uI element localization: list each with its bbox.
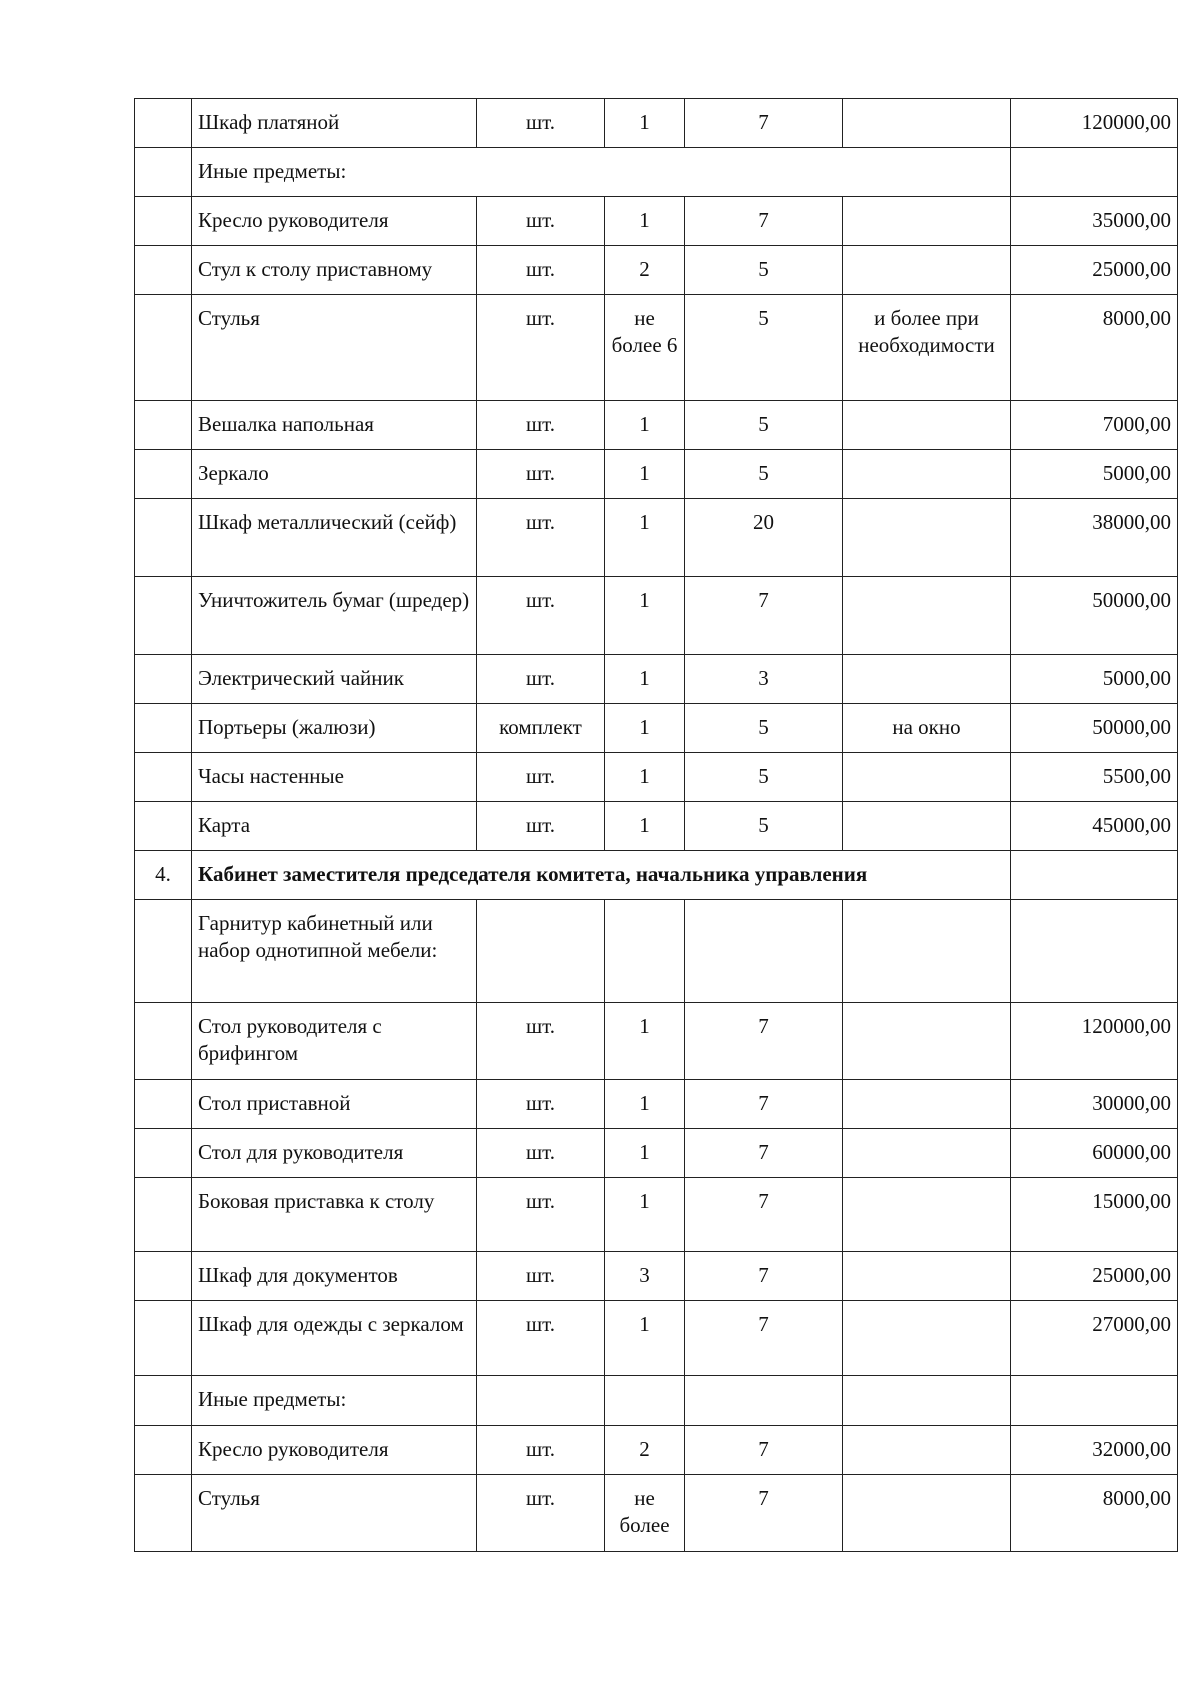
price-cell: 5000,00 <box>1011 655 1178 704</box>
quantity-cell: не более <box>605 1475 685 1552</box>
quantity-cell <box>605 900 685 1003</box>
table-row <box>135 1129 1178 1178</box>
price-cell: 15000,00 <box>1011 1178 1178 1252</box>
row-number <box>135 1178 192 1252</box>
table-row <box>135 577 1178 655</box>
price-cell <box>1011 148 1178 197</box>
table-row <box>135 499 1178 577</box>
service-life-cell: 5 <box>685 704 843 753</box>
price-cell: 25000,00 <box>1011 1252 1178 1301</box>
unit-cell: шт. <box>477 499 605 577</box>
unit-cell: шт. <box>477 1178 605 1252</box>
table-row <box>135 246 1178 295</box>
unit-cell: шт. <box>477 1252 605 1301</box>
service-life-cell: 20 <box>685 499 843 577</box>
service-life-cell: 5 <box>685 401 843 450</box>
table-body <box>135 99 1178 1552</box>
service-life-cell: 7 <box>685 1080 843 1129</box>
unit-cell <box>477 1376 605 1426</box>
price-cell <box>1011 851 1178 900</box>
service-life-cell: 5 <box>685 802 843 851</box>
unit-cell: шт. <box>477 246 605 295</box>
row-number <box>135 900 192 1003</box>
row-number <box>135 802 192 851</box>
row-number <box>135 753 192 802</box>
quantity-cell: 1 <box>605 1129 685 1178</box>
unit-cell: шт. <box>477 99 605 148</box>
unit-cell: шт. <box>477 1301 605 1376</box>
note-cell <box>843 99 1011 148</box>
service-life-cell: 7 <box>685 99 843 148</box>
item-name: Шкаф для одежды с зеркалом <box>192 1301 477 1376</box>
table-row <box>135 1376 1178 1426</box>
section-row <box>135 851 1178 900</box>
table-row <box>135 450 1178 499</box>
quantity-cell: не более 6 <box>605 295 685 401</box>
quantity-cell: 1 <box>605 450 685 499</box>
price-cell: 5000,00 <box>1011 450 1178 499</box>
note-cell <box>843 401 1011 450</box>
quantity-cell: 1 <box>605 753 685 802</box>
service-life-cell: 7 <box>685 1129 843 1178</box>
row-number <box>135 499 192 577</box>
item-name: Шкаф для документов <box>192 1252 477 1301</box>
price-cell: 8000,00 <box>1011 1475 1178 1552</box>
quantity-cell: 1 <box>605 1301 685 1376</box>
item-name: Гарнитур кабинетный или набор однотипной мебели: <box>192 900 477 1003</box>
unit-cell: шт. <box>477 401 605 450</box>
service-life-cell: 7 <box>685 1301 843 1376</box>
row-number <box>135 577 192 655</box>
quantity-cell: 1 <box>605 1003 685 1080</box>
quantity-cell: 1 <box>605 1080 685 1129</box>
service-life-cell: 5 <box>685 295 843 401</box>
row-number <box>135 1252 192 1301</box>
service-life-cell: 7 <box>685 1003 843 1080</box>
table-row <box>135 900 1178 1003</box>
note-cell <box>843 753 1011 802</box>
unit-cell: комплект <box>477 704 605 753</box>
unit-cell: шт. <box>477 655 605 704</box>
note-cell <box>843 577 1011 655</box>
item-name: Зеркало <box>192 450 477 499</box>
service-life-cell <box>685 1376 843 1426</box>
row-number <box>135 99 192 148</box>
item-name: Карта <box>192 802 477 851</box>
price-cell: 7000,00 <box>1011 401 1178 450</box>
quantity-cell <box>605 1376 685 1426</box>
row-number <box>135 1080 192 1129</box>
service-life-cell <box>685 900 843 1003</box>
price-cell: 60000,00 <box>1011 1129 1178 1178</box>
note-cell <box>843 1003 1011 1080</box>
item-name: Стулья <box>192 295 477 401</box>
unit-cell: шт. <box>477 1475 605 1552</box>
note-cell <box>843 197 1011 246</box>
item-name: Вешалка напольная <box>192 401 477 450</box>
price-cell: 50000,00 <box>1011 577 1178 655</box>
row-number <box>135 655 192 704</box>
service-life-cell: 7 <box>685 1426 843 1475</box>
service-life-cell: 7 <box>685 1178 843 1252</box>
item-name: Стул к столу приставному <box>192 246 477 295</box>
unit-cell: шт. <box>477 295 605 401</box>
note-cell <box>843 655 1011 704</box>
price-cell: 8000,00 <box>1011 295 1178 401</box>
quantity-cell: 2 <box>605 246 685 295</box>
service-life-cell: 3 <box>685 655 843 704</box>
note-cell <box>843 900 1011 1003</box>
row-number <box>135 1376 192 1426</box>
quantity-cell: 1 <box>605 197 685 246</box>
note-cell <box>843 1426 1011 1475</box>
item-name: Шкаф платяной <box>192 99 477 148</box>
row-number <box>135 401 192 450</box>
table-row <box>135 704 1178 753</box>
quantity-cell: 1 <box>605 401 685 450</box>
price-cell: 27000,00 <box>1011 1301 1178 1376</box>
service-life-cell: 5 <box>685 753 843 802</box>
unit-cell: шт. <box>477 1426 605 1475</box>
table-row <box>135 753 1178 802</box>
row-number <box>135 197 192 246</box>
row-number <box>135 450 192 499</box>
price-cell: 120000,00 <box>1011 1003 1178 1080</box>
unit-cell: шт. <box>477 802 605 851</box>
price-cell: 25000,00 <box>1011 246 1178 295</box>
item-name: Часы настенные <box>192 753 477 802</box>
row-number <box>135 1301 192 1376</box>
table-row <box>135 401 1178 450</box>
service-life-cell: 7 <box>685 1475 843 1552</box>
row-number <box>135 1426 192 1475</box>
item-name: Стулья <box>192 1475 477 1552</box>
item-name: Стол приставной <box>192 1080 477 1129</box>
row-number <box>135 704 192 753</box>
table-row <box>135 1426 1178 1475</box>
service-life-cell: 5 <box>685 246 843 295</box>
item-name: Электрический чайник <box>192 655 477 704</box>
note-cell: на окно <box>843 704 1011 753</box>
row-number <box>135 148 192 197</box>
item-name: Боковая приставка к столу <box>192 1178 477 1252</box>
price-cell: 50000,00 <box>1011 704 1178 753</box>
table-row <box>135 1178 1178 1252</box>
table-row <box>135 148 1178 197</box>
unit-cell: шт. <box>477 1003 605 1080</box>
furniture-norms-table <box>134 98 1178 1552</box>
table-row <box>135 99 1178 148</box>
item-name: Иные предметы: <box>192 1376 477 1426</box>
quantity-cell: 3 <box>605 1252 685 1301</box>
quantity-cell: 1 <box>605 499 685 577</box>
quantity-cell: 1 <box>605 802 685 851</box>
item-name: Стол для руководителя <box>192 1129 477 1178</box>
unit-cell: шт. <box>477 577 605 655</box>
item-name: Стол руководителя с брифингом <box>192 1003 477 1080</box>
table-row <box>135 655 1178 704</box>
price-cell: 30000,00 <box>1011 1080 1178 1129</box>
quantity-cell: 2 <box>605 1426 685 1475</box>
note-cell <box>843 1129 1011 1178</box>
price-cell: 120000,00 <box>1011 99 1178 148</box>
note-cell <box>843 499 1011 577</box>
table-row <box>135 197 1178 246</box>
note-cell <box>843 1376 1011 1426</box>
section-title: Кабинет заместителя председателя комитета, начальника управления <box>192 851 1011 900</box>
price-cell: 38000,00 <box>1011 499 1178 577</box>
item-name: Шкаф металлический (сейф) <box>192 499 477 577</box>
row-number <box>135 1129 192 1178</box>
price-cell <box>1011 1376 1178 1426</box>
service-life-cell: 7 <box>685 197 843 246</box>
note-cell <box>843 1252 1011 1301</box>
price-cell: 32000,00 <box>1011 1426 1178 1475</box>
table-row <box>135 1301 1178 1376</box>
quantity-cell: 1 <box>605 1178 685 1252</box>
note-cell <box>843 1178 1011 1252</box>
price-cell: 35000,00 <box>1011 197 1178 246</box>
unit-cell: шт. <box>477 450 605 499</box>
item-name: Уничтожитель бумаг (шредер) <box>192 577 477 655</box>
note-cell <box>843 1475 1011 1552</box>
unit-cell: шт. <box>477 197 605 246</box>
table-row <box>135 1080 1178 1129</box>
quantity-cell: 1 <box>605 704 685 753</box>
table-row <box>135 295 1178 401</box>
note-cell <box>843 1080 1011 1129</box>
note-cell <box>843 246 1011 295</box>
price-cell: 45000,00 <box>1011 802 1178 851</box>
row-number <box>135 1003 192 1080</box>
unit-cell: шт. <box>477 753 605 802</box>
note-cell <box>843 1301 1011 1376</box>
item-name: Портьеры (жалюзи) <box>192 704 477 753</box>
group-label: Иные предметы: <box>192 148 1011 197</box>
row-number: 4. <box>135 851 192 900</box>
unit-cell: шт. <box>477 1080 605 1129</box>
service-life-cell: 7 <box>685 577 843 655</box>
item-name: Кресло руководителя <box>192 197 477 246</box>
table-row <box>135 1003 1178 1080</box>
service-life-cell: 5 <box>685 450 843 499</box>
price-cell <box>1011 900 1178 1003</box>
price-cell: 5500,00 <box>1011 753 1178 802</box>
unit-cell <box>477 900 605 1003</box>
table-row <box>135 1252 1178 1301</box>
row-number <box>135 1475 192 1552</box>
quantity-cell: 1 <box>605 655 685 704</box>
row-number <box>135 295 192 401</box>
item-name: Кресло руководителя <box>192 1426 477 1475</box>
note-cell: и более при необходимости <box>843 295 1011 401</box>
service-life-cell: 7 <box>685 1252 843 1301</box>
note-cell <box>843 802 1011 851</box>
quantity-cell: 1 <box>605 99 685 148</box>
note-cell <box>843 450 1011 499</box>
table-row <box>135 1475 1178 1552</box>
row-number <box>135 246 192 295</box>
table-row <box>135 802 1178 851</box>
unit-cell: шт. <box>477 1129 605 1178</box>
quantity-cell: 1 <box>605 577 685 655</box>
